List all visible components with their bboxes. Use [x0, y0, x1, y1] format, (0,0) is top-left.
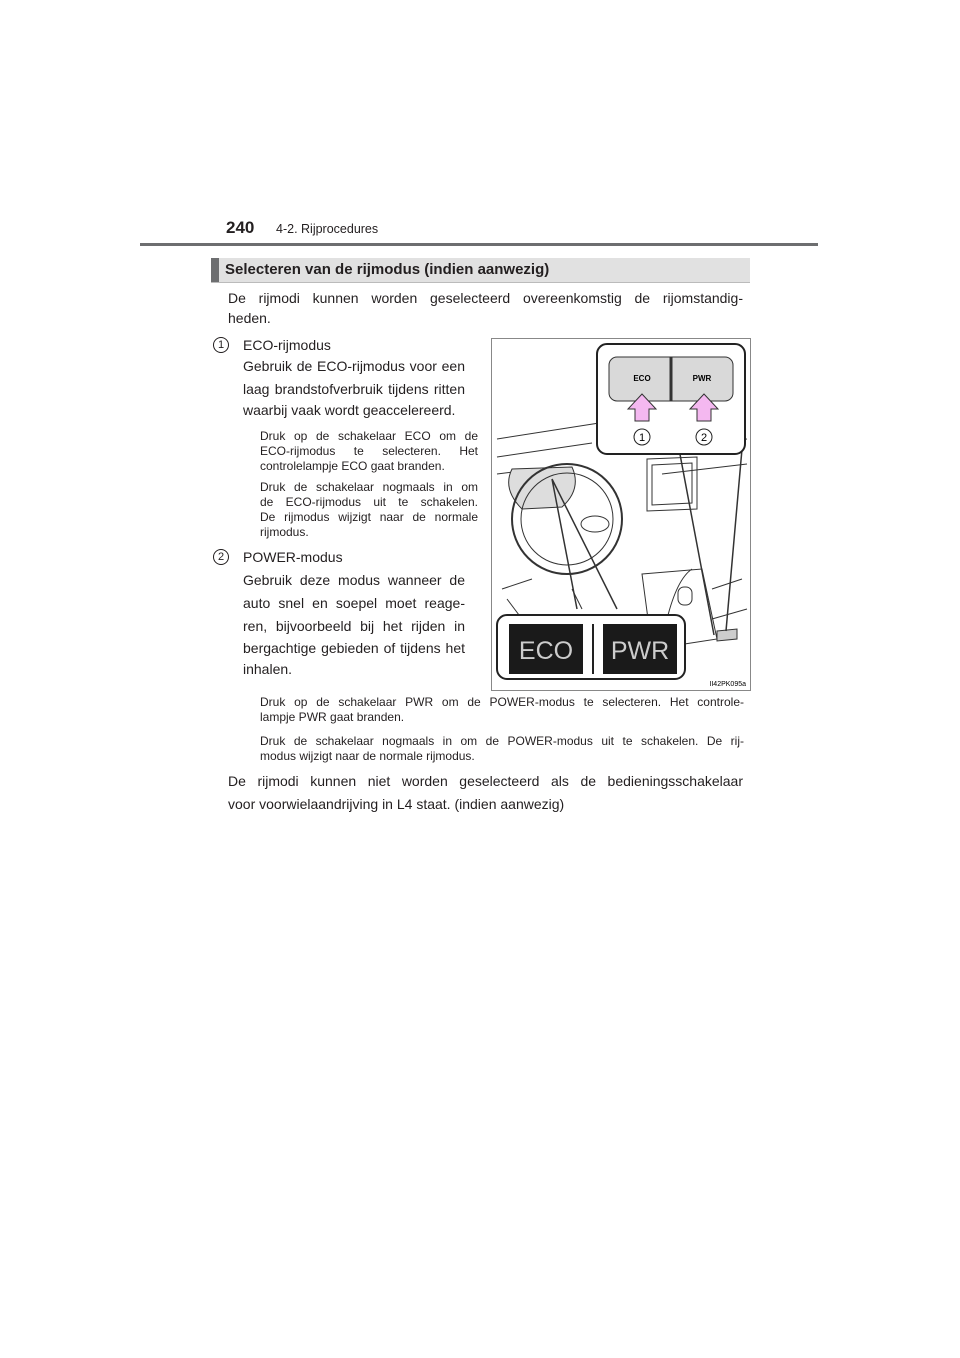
item1-line: Gebruik de ECO-rijmodus voor een: [243, 358, 465, 374]
item1-line: laag brandstofverbruik tijdens ritten: [243, 381, 465, 397]
indicator-pwr: PWR: [610, 637, 670, 665]
intro-line: heden.: [228, 310, 271, 326]
note-line: Druk de schakelaar nogmaals in om: [260, 480, 478, 494]
note-line: De rijmodus wijzigt naar de normale: [260, 510, 478, 524]
note-line: de ECO-rijmodus uit te schakelen.: [260, 495, 478, 509]
note-line: lampje PWR gaat branden.: [260, 710, 405, 724]
section-heading: [211, 258, 750, 283]
switch-pwr-label: PWR: [692, 374, 712, 383]
figure-code: II42PK095a: [709, 681, 746, 688]
item-title: ECO-rijmodus: [243, 337, 331, 353]
dashboard-illustration: [491, 338, 751, 691]
header-divider: [140, 243, 818, 246]
outro-line: De rijmodi kunnen niet worden geselecteerd als de bedieningsschakelaar: [228, 773, 743, 789]
note-line: Druk de schakelaar nogmaals in om de POWER-modus uit te schakelen. De rij-: [260, 734, 744, 748]
callout-1: 1: [638, 432, 646, 444]
section-title: 4-2. Rijprocedures: [276, 222, 379, 236]
note-line: controlelampje ECO gaat branden.: [260, 459, 445, 473]
item2-line: bergachtige gebieden of tijdens het: [243, 640, 465, 656]
callout-number: 1: [213, 337, 229, 353]
item2-line: Gebruik deze modus wanneer de: [243, 572, 465, 588]
note-line: rijmodus.: [260, 525, 309, 539]
page-number: 240: [226, 218, 255, 237]
callout-2: 2: [700, 432, 708, 444]
item-title: POWER-modus: [243, 549, 343, 565]
note-line: Druk op de schakelaar PWR om de POWER-modus te selecteren. Het controle-: [260, 695, 744, 709]
item2-line: inhalen.: [243, 661, 293, 677]
heading-text: Selecteren van de rijmodus (indien aanwezig): [225, 261, 550, 278]
note-line: Druk op de schakelaar ECO om de: [260, 429, 478, 443]
intro-line: De rijmodi kunnen worden geselecteerd overeenkomstig de rijomstandig-: [228, 290, 743, 306]
note-line: modus wijzigt naar de normale rijmodus.: [260, 749, 475, 763]
switch-eco-label: ECO: [633, 374, 651, 383]
callout-number: 2: [213, 549, 229, 565]
item2-line: auto snel en soepel moet reage-: [243, 595, 465, 611]
item1-line: waarbij vaak wordt geaccelereerd.: [243, 402, 456, 418]
item2-line: ren, bijvoorbeeld bij het rijden in: [243, 618, 465, 634]
outro-line: voor voorwielaandrijving in L4 staat. (indien aanwezig): [228, 796, 565, 812]
note-line: ECO-rijmodus te selecteren. Het: [260, 444, 478, 458]
indicator-eco: ECO: [518, 637, 574, 665]
